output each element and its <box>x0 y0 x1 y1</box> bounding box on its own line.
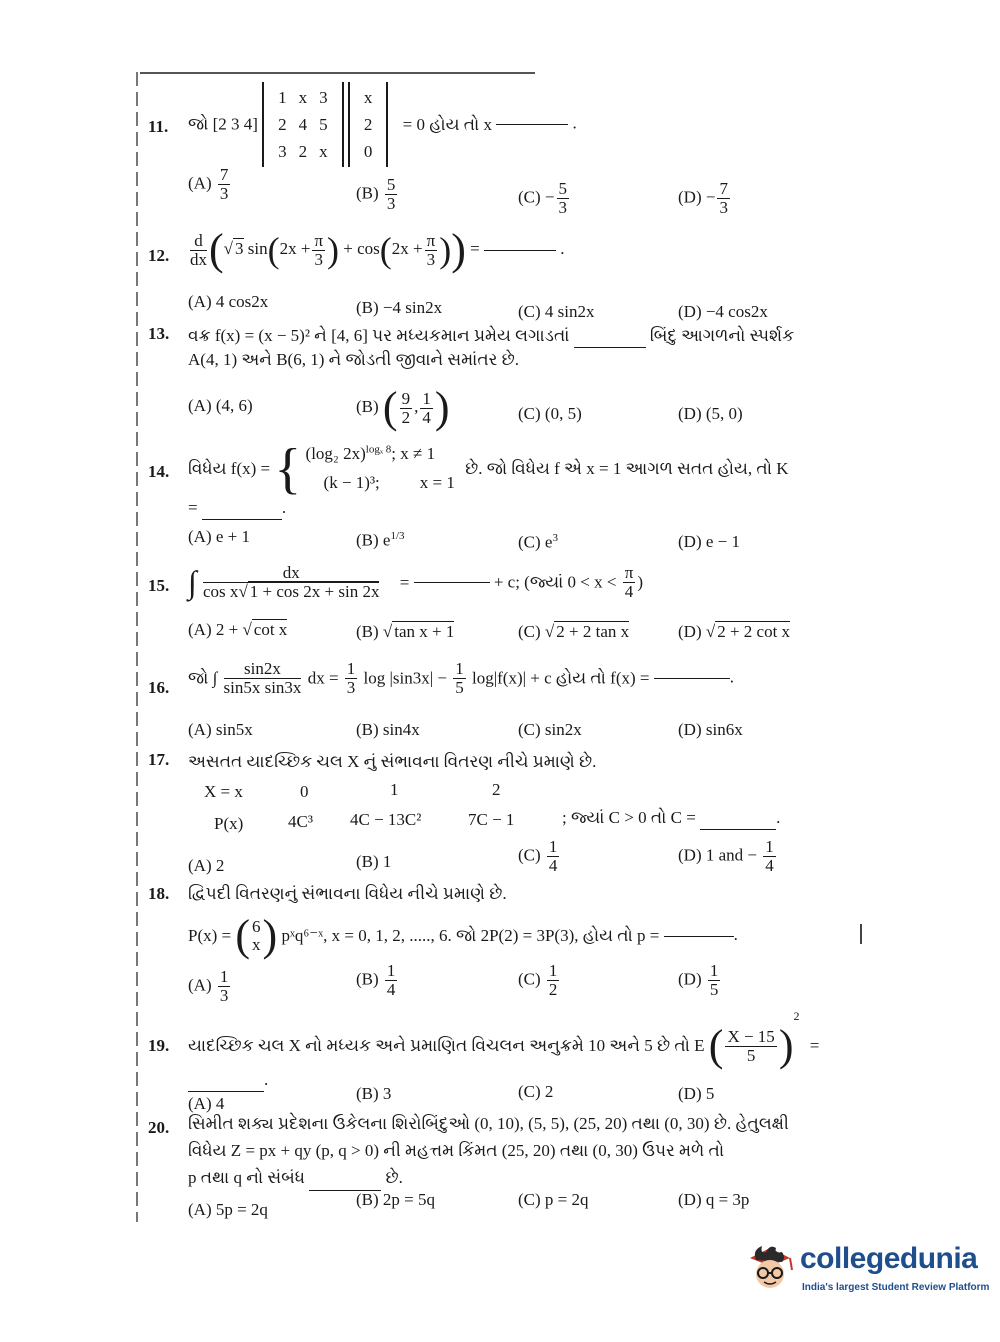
question-16-stem: જો ∫ $\frac{\sin 2x}{\text{sin5x sin3x}}$ dx = $\frac{1}{3}$ log |sin3x| − $\frac{1}{5}$ log|f(x)| + c હોય તો f(x) = . <box>188 659 734 697</box>
question-number: 20. <box>148 1118 170 1137</box>
option-c: (C) √ 2 + 2 tan x <box>518 622 630 641</box>
matrix-cell: 2 <box>278 115 287 134</box>
option-b: (B) 1 <box>356 852 392 871</box>
question-number: 17. <box>148 750 170 769</box>
question-17-stem: અસતત યાદચ્છિક ચલ X નું સંભાવના વિતરણ નીચે પ્રમાણે છે. <box>188 752 597 771</box>
option-b: (B) $\frac{5}{3}$ <box>356 175 396 213</box>
question-number: 11. <box>148 117 169 136</box>
dist-x-value: 2 <box>492 780 501 799</box>
q19-answer-blank: . <box>188 1068 268 1092</box>
option-a: (A) 4 cos2x <box>188 292 269 311</box>
matrix-cell: x <box>363 88 373 107</box>
option-d: (D) $\frac{1}{5}$ <box>678 961 719 999</box>
option-a: (A) $\frac{1}{3}$ <box>188 967 229 1005</box>
matrix-b <box>348 82 389 167</box>
dist-x-value: 0 <box>300 782 309 801</box>
option-d: (D) − $\frac{7}{3}$ <box>678 179 728 217</box>
option-a: (A) e + 1 <box>188 527 250 546</box>
option-c: (C) 4 sin2x <box>518 302 595 321</box>
option-c: (C) $e^3$ <box>518 532 558 552</box>
q18-formula: P(x) = ( 6 x ) pˣq⁶⁻ˣ, x = 0, 1, 2, ....., 6. જો 2P(2) = 3P(3), હોય તો p = . <box>188 911 738 960</box>
dist-p-header: P(x) <box>214 814 244 833</box>
question-13-stem: વક્ર f(x) = (x − 5)² ને [4, 6] પર મધ્યકમાન પ્રમેય લગાડતાં બિંદુ આગળનો સ્પર્શક A(4, 1) અને B(6, 1) ને જોડતી જીવાને સમાંતર છે. <box>188 326 795 369</box>
dist-p-value: 4C − 13C² <box>350 810 422 829</box>
top-rule <box>140 72 535 74</box>
question-number: 14. <box>148 462 170 481</box>
option-d: (D) (5, 0) <box>678 404 743 423</box>
option-a: (A) 2 + √ cot x <box>188 620 288 639</box>
left-margin-line <box>136 72 138 1222</box>
option-a: (A) $\frac{7}{3}$ <box>188 165 229 203</box>
option-a: (A) (4, 6) <box>188 396 253 415</box>
option-c: (C) sin2x <box>518 720 582 739</box>
question-number: 13. <box>148 324 170 343</box>
option-c: (C) p = 2q <box>518 1190 589 1209</box>
dist-p-value: 7C − 1 <box>468 810 515 829</box>
matrix-cell: 3 <box>278 142 287 161</box>
question-number: 12. <box>148 246 170 265</box>
option-a: (A) sin5x <box>188 720 253 739</box>
option-d: (D) sin6x <box>678 720 743 739</box>
option-c: (C) − $\frac{5}{3}$ <box>518 179 568 217</box>
option-b: (B) $e^{1/3}$ <box>356 530 405 550</box>
dist-x-header: X = x <box>204 782 243 801</box>
margin-mark <box>860 924 862 944</box>
matrix-cell: 0 <box>363 142 373 161</box>
option-b: (B) ( $\frac{9}{2}$ , $\frac{1}{4}$ ) <box>356 383 450 432</box>
matrix-cell: 1 <box>278 88 287 107</box>
option-b: (B) √ tan x + 1 <box>356 622 455 641</box>
matrix-cell: x <box>319 142 328 161</box>
matrix-cell: 5 <box>319 115 328 134</box>
option-a: (A) 5p = 2q <box>188 1200 268 1219</box>
q11-prefix: જો [2 3 4] <box>188 114 258 134</box>
answer-blank <box>496 124 568 125</box>
brand-name: collegedunia <box>800 1242 978 1275</box>
question-number: 19. <box>148 1036 170 1055</box>
option-c: (C) 2 <box>518 1082 554 1101</box>
option-a: (A) 4 <box>188 1094 225 1113</box>
brand-tagline: India's largest Student Review Platform <box>802 1282 990 1293</box>
option-d: (D) q = 3p <box>678 1190 750 1209</box>
matrix-cell: 4 <box>298 115 308 134</box>
mascot-icon <box>742 1240 798 1300</box>
question-15-stem: ∫ $\frac{dx}{\text{cos x√ 1 + cos 2x + sin 2x}}$ = + c; (જ્યાં 0 < x < $\frac{\pi}{4}$ ) <box>188 563 643 601</box>
dist-p-value: 4C³ <box>288 812 313 831</box>
option-d: (D) −4 cos2x <box>678 302 768 321</box>
option-b: (B) sin4x <box>356 720 420 739</box>
option-c: (C) $\frac{1}{4}$ <box>518 837 558 875</box>
option-d: (D) 1 and − $\frac{1}{4}$ <box>678 837 774 875</box>
question-14-stem: વિધેય f(x) = { (log₂ 2x)$^{log_x 8}$; x ≠ 1 (k − 1)³; x = 1 છે. જો વિધેય f એ x = 1 આગળ સતત હોય, તો K <box>188 437 789 500</box>
question-11-stem: જો [2 3 4] 1 x 3 2 4 5 3 2 x x 2 0 = 0 હોય તો x . <box>188 82 577 167</box>
q17-condition: ; જ્યાં C > 0 તો C = . <box>562 806 780 830</box>
question-20-stem: સિમીત શક્ય પ્રદેશના ઉકેલના શિરોબિંદુઓ (0, 10), (5, 5), (25, 20) તથા (0, 30) છે. હેતુલક્ષી વિધેય Z = px + qy (p, q > 0) ની મહત્તમ કિંમત (25, 20) તથા (0, 30) ઉપર મળે તો p તથા q નો સંબંધ છે. <box>188 1110 828 1191</box>
collegedunia-logo <box>742 1240 990 1300</box>
matrix-cell: 3 <box>319 88 328 107</box>
matrix-a <box>262 82 344 167</box>
option-c: (C) (0, 5) <box>518 404 582 423</box>
question-number: 18. <box>148 884 170 903</box>
option-b: (B) −4 sin2x <box>356 298 443 317</box>
question-number: 15. <box>148 576 170 595</box>
q14-equals-blank: = . <box>188 496 286 520</box>
option-a: (A) 2 <box>188 856 225 875</box>
matrix-cell: 2 <box>298 142 308 161</box>
option-b: (B) 2p = 5q <box>356 1190 435 1209</box>
option-d: (D) 5 <box>678 1084 715 1103</box>
option-b: (B) 3 <box>356 1084 392 1103</box>
option-d: (D) √ 2 + 2 cot x <box>678 622 791 641</box>
option-b: (B) $\frac{1}{4}$ <box>356 961 396 999</box>
question-19-stem: યાદચ્છિક ચલ X નો મધ્યક અને પ્રમાણિત વિચલન અનુક્રમે 10 અને 5 છે તો E ( $\frac{X - 15}{5}$ )$^2$ = <box>188 1009 820 1071</box>
matrix-cell: x <box>298 88 308 107</box>
q11-suffix: = 0 હોય તો x <box>402 114 493 134</box>
question-18-stem: દ્વિપદી વિતરણનું સંભાવના વિધેય નીચે પ્રમાણે છે. <box>188 884 507 903</box>
question-12-stem: $\frac{d}{dx}$ (√ 3 sin(2x + $\frac{\pi}{3}$ ) + cos(2x + $\frac{\pi}{3}$ )) = . <box>190 225 565 274</box>
question-number: 16. <box>148 678 170 697</box>
option-d: (D) e − 1 <box>678 532 740 551</box>
option-c: (C) $\frac{1}{2}$ <box>518 961 558 999</box>
matrix-cell: 2 <box>363 115 373 134</box>
dist-x-value: 1 <box>390 780 399 799</box>
